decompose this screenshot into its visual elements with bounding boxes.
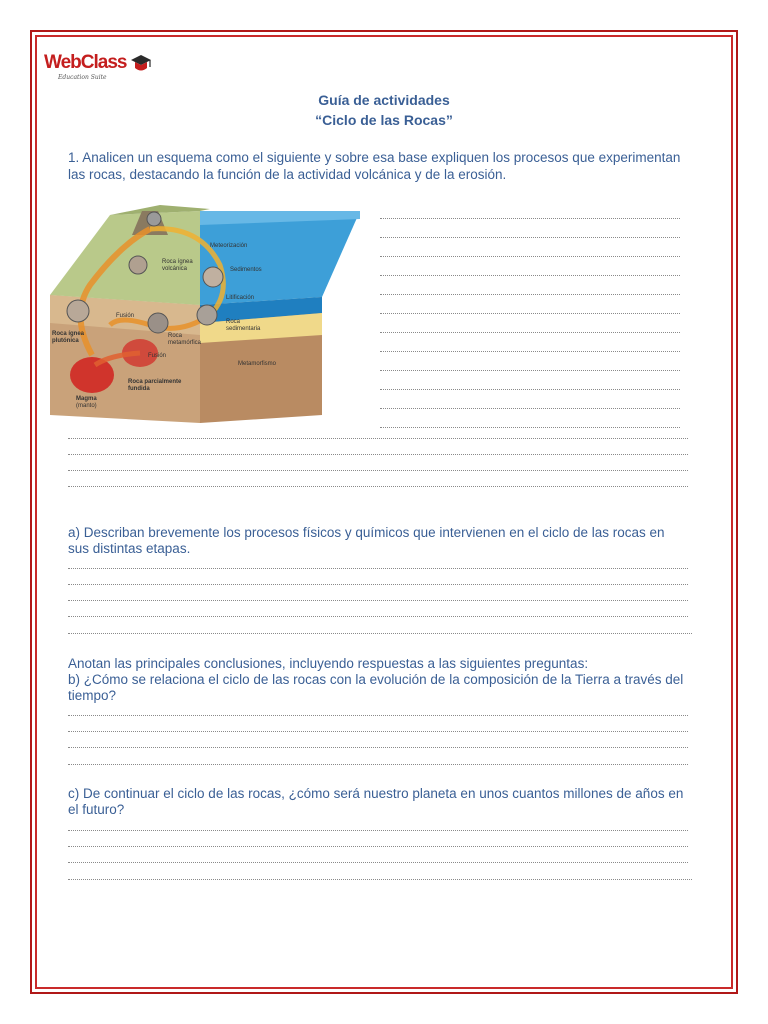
diagram-rock-sample bbox=[197, 305, 217, 325]
label-roca-parcialmente: Roca parcialmente bbox=[128, 379, 182, 385]
answer-line[interactable] bbox=[380, 218, 680, 220]
label-fundida: fundida bbox=[128, 386, 150, 392]
answer-line[interactable] bbox=[380, 294, 680, 296]
answer-line[interactable] bbox=[380, 237, 680, 239]
diagram-rock-sample bbox=[129, 256, 147, 274]
label-volcanica: volcánica bbox=[162, 266, 188, 272]
label-manto: (manto) bbox=[76, 403, 97, 409]
diagram-rock-sample bbox=[147, 212, 161, 226]
page-subtitle: “Ciclo de las Rocas” bbox=[315, 112, 453, 128]
diagram-rock-sample bbox=[67, 300, 89, 322]
question-1-line-1: 1. Analicen un esquema como el siguiente y sobre esa base expliquen los procesos que experimentan bbox=[68, 150, 681, 165]
logo-subtitle: Education Suite bbox=[58, 74, 107, 81]
label-meteorizacion: Meteorización bbox=[210, 243, 248, 249]
label-metamorfismo: Metamorfismo bbox=[238, 361, 277, 367]
answer-line[interactable] bbox=[380, 427, 680, 429]
answer-line[interactable] bbox=[68, 747, 688, 749]
question-1-line-2: las rocas, destacando la función de la actividad volcánica y de la erosión. bbox=[68, 167, 507, 182]
answer-line[interactable] bbox=[380, 275, 680, 277]
label-magma: Magma bbox=[76, 396, 97, 402]
answer-line[interactable] bbox=[380, 332, 680, 334]
answer-line[interactable] bbox=[68, 633, 692, 635]
label-roca-sedimentaria: Roca bbox=[226, 319, 241, 325]
diagram-magma bbox=[70, 357, 114, 393]
answer-line[interactable] bbox=[68, 862, 688, 864]
answer-line[interactable] bbox=[68, 846, 688, 848]
label-roca-ignea-plutonica: Roca ígnea bbox=[52, 331, 85, 337]
diagram-land-top bbox=[50, 211, 200, 305]
answer-line[interactable] bbox=[68, 470, 688, 472]
label-fusion-top: Fusión bbox=[116, 313, 135, 319]
graduation-cap-icon bbox=[130, 54, 152, 74]
answer-line[interactable] bbox=[68, 438, 688, 440]
answer-line[interactable] bbox=[380, 408, 680, 410]
diagram-rock-sample bbox=[203, 267, 223, 287]
answer-line[interactable] bbox=[380, 389, 680, 391]
answer-line[interactable] bbox=[380, 370, 680, 372]
question-a-line-1: a) Describan brevemente los procesos físicos y químicos que intervienen en el ciclo de las rocas en bbox=[68, 525, 665, 540]
label-roca-metamorfica: Roca bbox=[168, 333, 183, 339]
answer-line[interactable] bbox=[68, 584, 688, 586]
question-b-line-2: tiempo? bbox=[68, 688, 117, 703]
logo-web: Web bbox=[44, 52, 81, 73]
answer-line[interactable] bbox=[68, 454, 688, 456]
label-sedimentaria: sedimentaria bbox=[226, 326, 261, 332]
answer-line[interactable] bbox=[68, 879, 692, 881]
diagram-rock-sample bbox=[148, 313, 168, 333]
label-metamorfica: metamórfica bbox=[168, 340, 202, 346]
answer-line[interactable] bbox=[68, 830, 688, 832]
answer-line[interactable] bbox=[68, 764, 688, 766]
label-fusion-bottom: Fusión bbox=[148, 353, 167, 359]
label-plutonica: plutónica bbox=[52, 338, 79, 344]
rock-cycle-diagram bbox=[50, 205, 362, 423]
question-c-line-1: c) De continuar el ciclo de las rocas, ¿cómo será nuestro planeta en unos cuantos millones de años en bbox=[68, 786, 684, 801]
label-roca-ignea-volcanica: Roca ígnea bbox=[162, 259, 193, 265]
conclusions-intro: Anotan las principales conclusiones, incluyendo respuestas a las siguientes preguntas: bbox=[68, 656, 589, 671]
question-c-line-2: el futuro? bbox=[68, 802, 125, 817]
label-sedimentos: Sedimentos bbox=[230, 267, 262, 273]
answer-line[interactable] bbox=[68, 486, 688, 488]
logo-wordmark bbox=[44, 52, 126, 74]
answer-line[interactable] bbox=[68, 568, 688, 570]
answer-line[interactable] bbox=[68, 616, 688, 618]
answer-line[interactable] bbox=[380, 351, 680, 353]
answer-line[interactable] bbox=[380, 256, 680, 258]
question-a-line-2: sus distintas etapas. bbox=[68, 541, 191, 556]
answer-line[interactable] bbox=[68, 715, 688, 717]
answer-line[interactable] bbox=[380, 313, 680, 315]
page-title: Guía de actividades bbox=[318, 92, 450, 108]
logo-class: Class bbox=[80, 52, 127, 73]
question-b-line-1: b) ¿Cómo se relaciona el ciclo de las rocas con la evolución de la composición de la Tierra a través del bbox=[68, 672, 684, 687]
label-litificacion: Litificación bbox=[226, 295, 255, 301]
answer-line[interactable] bbox=[68, 600, 688, 602]
answer-line[interactable] bbox=[68, 731, 688, 733]
